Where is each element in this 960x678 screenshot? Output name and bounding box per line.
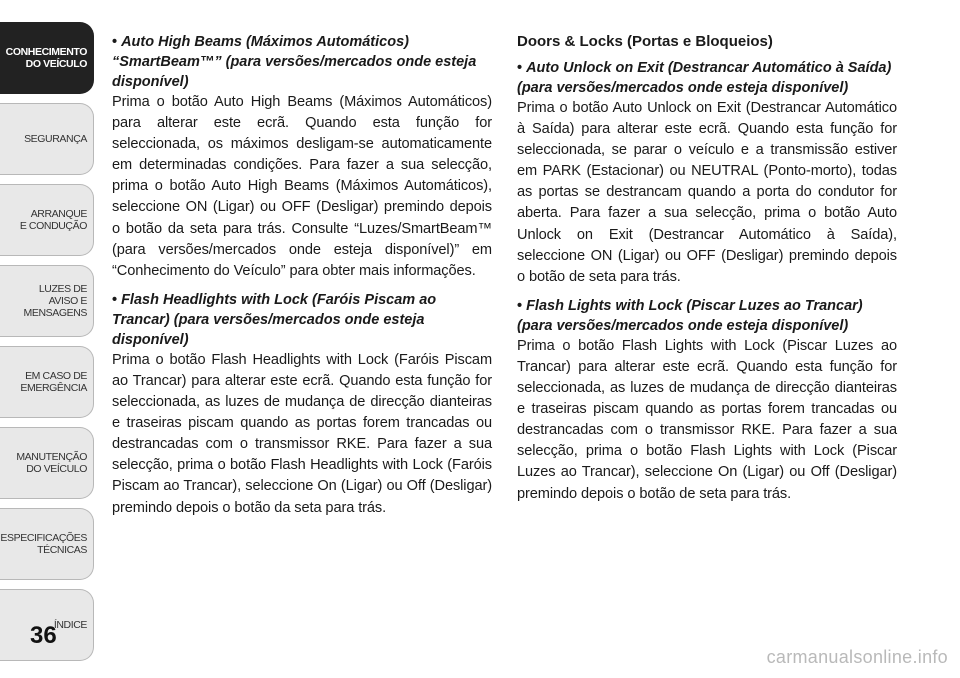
tab-conhecimento-do-veiculo[interactable]: CONHECIMENTO DO VEÍCULO [0,22,94,94]
auto-high-beams-heading [112,32,492,92]
left-column [112,32,492,527]
flash-headlights-body: Prima o botão Flash Headlights with Lock (Faróis Piscam ao Trancar) para alterar este ecrã. Quando esta função for seleccionada, as luzes de mudança de direcção dianteiras e traseiras piscam quando as portas forem trancadas ou destrancadas com o transmissor RKE. Para fazer a sua selecção, prima o botão Flash Headlights with Lock (Faróis Piscam ao Trancar), seleccione On (Ligar) ou Off (Desligar) premindo depois o botão da seta para trás. [112,351,492,516]
tab-manutencao-do-veiculo[interactable]: MANUTENÇÃO DO VEÍCULO [0,427,94,499]
flash-headlights-heading-text: Flash Headlights with Lock (Faróis Piscam ao Trancar) (para versões/mercados onde esteja disponível) [112,291,437,348]
chapter-tabs [0,22,97,670]
flash-headlights-heading [112,290,492,350]
tab-em-caso-de-emergencia[interactable]: EM CASO DE EMERGÊNCIA [0,346,94,418]
auto-high-beams-heading-text: Auto High Beams (Máximos Automáticos) “SmartBeam™” (para versões/mercados onde esteja disponível) [112,34,477,90]
tab-seguranca[interactable]: SEGURANÇA [0,103,94,175]
auto-unlock-heading [517,58,897,98]
flash-lights-body: Prima o botão Flash Lights with Lock (Piscar Luzes ao Trancar) para alterar este ecrã. Quando esta função for seleccionada, as luzes de mudança de direcção dianteiras e traseiras piscam quando as portas forem trancadas ou destrancadas com o transmissor RKE. Para fazer a sua selecção, prima o botão Flash Lights with Lock (Piscar Luzes ao Trancar), seleccione On (Ligar) ou Off (Desligar) premindo depois o botão de seta para trás. [517,337,897,502]
tab-indice[interactable]: ÍNDICE [0,589,94,661]
right-column [517,32,897,513]
bullet: • [112,34,118,50]
flash-lights-heading-text: Flash Lights with Lock (Piscar Luzes ao Trancar) (para versões/mercados onde esteja disponível) [517,297,863,334]
auto-unlock-body: Prima o botão Auto Unlock on Exit (Destrancar Automático à Saída) para alterar este ecrã. Quando esta função for seleccionada, se parar o veículo e a transmissão estiver em PARK (Estacionar) ou NEUTRAL (Ponto-morto), todas as portas se destrancam quando a porta do condutor for aberta. Para fazer a sua selecção, prima o botão Auto Unlock on Exit (Destrancar Automático à Saída), seleccione ON (Ligar) ou OFF (Desligar) premindo depois o botão de seta para trás. [517,100,897,285]
tab-arranque-e-conducao[interactable]: ARRANQUE E CONDUÇÃO [0,184,94,256]
auto-unlock-heading-text: Auto Unlock on Exit (Destrancar Automático à Saída) (para versões/mercados onde esteja disponível) [517,60,892,96]
flash-lights-heading [517,296,897,336]
bullet: • [517,297,523,314]
doors-locks-title: Doors & Locks (Portas e Bloqueios) [517,33,773,50]
tab-especificacoes-tecnicas[interactable]: ESPECIFICAÇÕES TÉCNICAS [0,508,94,580]
bullet: • [112,291,118,308]
auto-high-beams-body: Prima o botão Auto High Beams (Máximos Automáticos) para alterar este ecrã. Quando esta função for seleccionada, os máximos desligam-se automaticamente em determinadas condições. Para fazer a sua selecção, prima o botão Auto High Beams (Máximos Automáticos), seleccione ON (Ligar) ou OFF (Desligar) premindo depois o botão da seta para trás. Consulte “Luzes/SmartBeam™ (para versões/mercados onde esteja disponível)” em “Conhecimento do Veículo” para obter mais informações. [112,94,492,279]
page-number: 36 [30,622,57,649]
bullet: • [517,60,523,76]
watermark: carmanualsonline.info [766,647,948,667]
tab-luzes-de-aviso[interactable]: LUZES DE AVISO E MENSAGENS [0,265,94,337]
